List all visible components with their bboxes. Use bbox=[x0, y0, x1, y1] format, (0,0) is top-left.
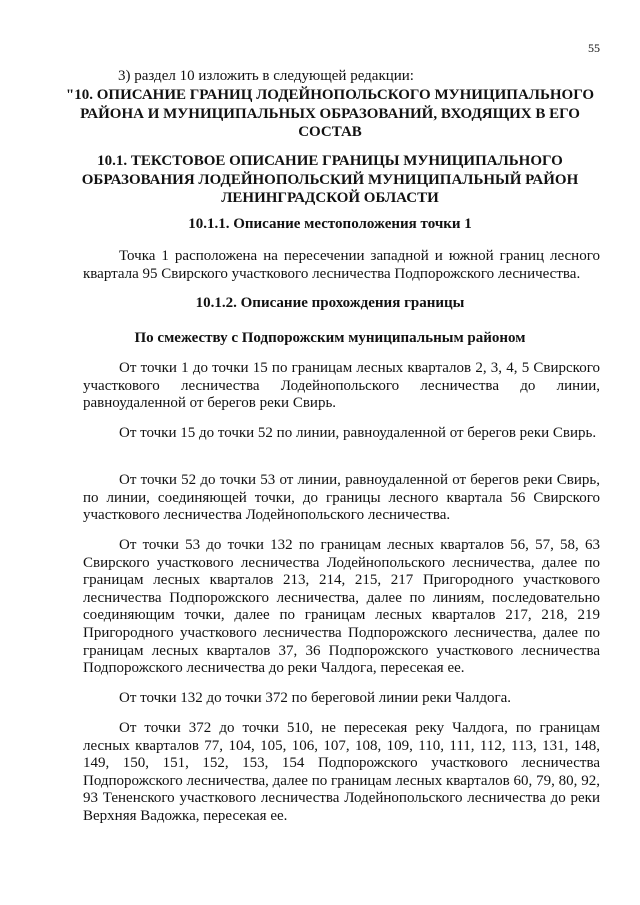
subsection-1-title: 10.1.1. Описание местоположения точки 1 bbox=[188, 216, 472, 232]
point-1-description: Точка 1 расположена на пересечении западной и южной границ лесного квартала 95 Свирского участкового лесничества Подпорожского лесничества. bbox=[83, 248, 600, 282]
main-title: "10. ОПИСАНИЕ ГРАНИЦ ЛОДЕЙНОПОЛЬСКОГО МУНИЦИПАЛЬНОГО РАЙОНА И МУНИЦИПАЛЬНЫХ ОБРАЗОВАНИЙ, ВХОДЯЩИХ В ЕГО СОСТАВ bbox=[65, 87, 595, 140]
boundary-paragraph-2: От точки 15 до точки 52 по линии, равноудаленной от берегов реки Свирь. bbox=[119, 425, 597, 441]
boundary-paragraph-5: От точки 132 до точки 372 по береговой линии реки Чалдога. bbox=[119, 690, 512, 706]
subsection-2-title: 10.1.2. Описание прохождения границы bbox=[195, 295, 465, 311]
adjacency-heading: По смежеству с Подпорожским муниципальным районом bbox=[134, 330, 526, 346]
boundary-paragraph-4: От точки 53 до точки 132 по границам лесных кварталов 56, 57, 58, 63 Свирского участкового лесничества Лодейнопольского лесничества, далее по границам лесных кварталов 213, 214, 215, 217 Пригородного участкового лесничества Подпорожского лесничества, далее по линиям, последовательно соединяющим точки, далее по границам лесных кварталов 217, 218, 219 Пригородного участкового лесничества Подпорожского лесничества, далее по границам лесных кварталов 37, 36 Подпорожского участкового лесничества Подпорожского лесничества до реки Чалдога, пересекая ее. bbox=[83, 537, 600, 677]
intro-line: 3) раздел 10 изложить в следующей редакции: bbox=[118, 68, 414, 84]
page-number: 55 bbox=[588, 41, 600, 55]
boundary-paragraph-6: От точки 372 до точки 510, не пересекая реку Чалдога, по границам лесных кварталов 77, 104, 105, 106, 107, 108, 109, 110, 111, 112, 113, 131, 148, 149, 150, 151, 152, 153, 154 Подпорожского участкового лесничества Подпорожского лесничества, далее по границам лесных кварталов 60, 79, 80, 92, 93 Тененского участкового лесничества Лодейнопольского лесничества до реки Верхняя Вадожка, пересекая ее. bbox=[83, 720, 600, 824]
boundary-paragraph-3: От точки 52 до точки 53 от линии, равноудаленной от берегов реки Свирь, по линии, соединяющей точки, до границы лесного квартала 56 Свирского участкового лесничества Лодейнопольского лесничества. bbox=[83, 472, 600, 524]
section-title: 10.1. ТЕКСТОВОЕ ОПИСАНИЕ ГРАНИЦЫ МУНИЦИПАЛЬНОГО ОБРАЗОВАНИЯ ЛОДЕЙНОПОЛЬСКИЙ МУНИЦИПАЛЬНЫЙ РАЙОН ЛЕНИНГРАДСКОЙ ОБЛАСТИ bbox=[81, 153, 579, 206]
boundary-paragraph-1: От точки 1 до точки 15 по границам лесных кварталов 2, 3, 4, 5 Свирского участкового лесничества Лодейнопольского лесничества до линии, равноудаленной от берегов реки Свирь. bbox=[83, 360, 600, 412]
